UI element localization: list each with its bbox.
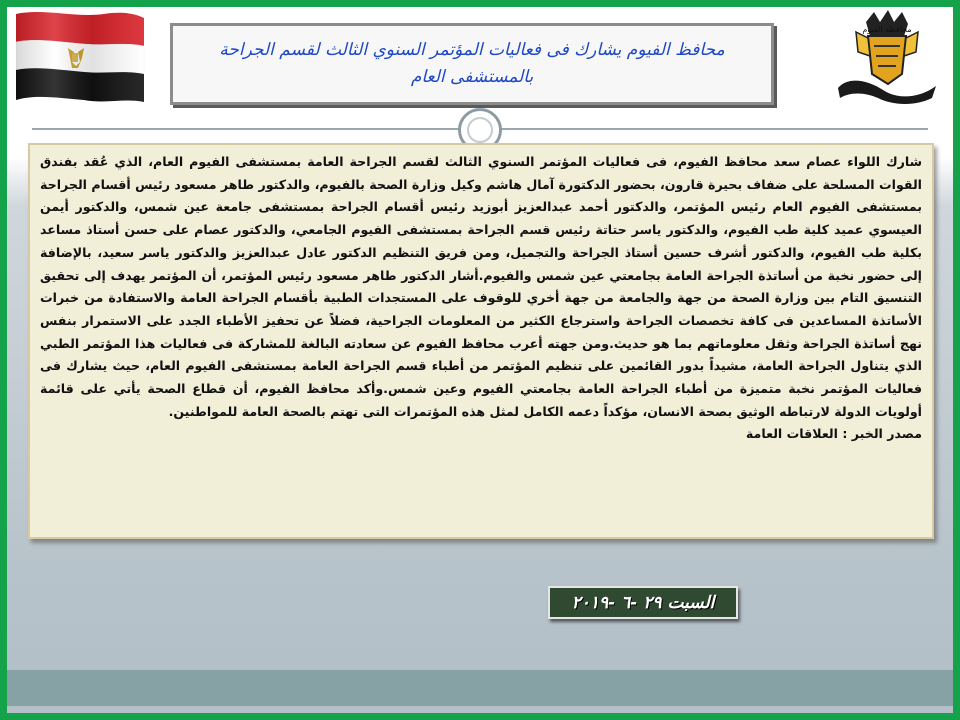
logo-text: محافظة الفيوم [862, 25, 912, 34]
fayoum-governorate-logo-icon [828, 6, 946, 110]
page-title: محافظ الفيوم يشارك فى فعاليات المؤتمر السنوي الثالث لقسم الجراحة بالمستشفى العام [219, 40, 725, 87]
date-badge [548, 586, 738, 619]
article-source: مصدر الخبر : العلاقات العامة [745, 426, 922, 442]
article-body: شارك اللواء عصام سعد محافظ الفيوم، فى فعاليات المؤتمر السنوي الثالث لقسم الجراحة العامة بمستشفى الفيوم العام، الذي عُقد بفندق القوات المسلحة على ضفاف بحيرة قارون، بحضور الدكتورة آمال هاشم وكيل وزارة الصحة بالفيوم، والدكتور طاهر مسعود رئيس أقسام الجراحة بمستشفى الفيوم العام رئيس المؤتمر، والدكتور أحمد عبدالعزيز أبوزيد رئيس أقسام الجراحة بمستشفى جامعة عين شمس، والدكتور أيمن العيسوي عميد كلية طب الفيوم، والدكتور ياسر حتاتة رئيس قسم الجراحة بمستشفى الفيوم الجامعي، والدكتور عصام على حسن أستاذ مساعد بكلية طب الفيوم، والدكتور أشرف حسين أستاذ الجراحة والتجميل، ومن فريق التنظيم الدكتور عادل عبدالعزيز والدكتور ياسر سعيد، بالإضافة إلى حضور نخبة من أساتذة الجراحة العامة بجامعتي عين شمس والفيوم.أشار الدكتور طاهر مسعود رئيس المؤتمر، أن المؤتمر يهدف إلى تحقيق التنسيق التام بين وزارة الصحة من جهة والجامعة من جهة أخري للوقوف على المستجدات الطبية بأقسام الجراحة العامة والاستفادة من خبرات الأساتذة المساعدين فى كافة تخصصات الجراحة واسترجاع الكثير من المعلومات الجراحية، فضلاً عن تحفيز الأطباء الجدد على الاستمرار بنفس نهج أساتذة الجراحة وثقل معلوماتهم بما هو حديث.ومن جهته أعرب محافظ الفيوم عن سعادته البالغة للمشاركة فى فعاليات هذا المؤتمر الطبي الذي يتناول الجراحة العامة، مشيداً بدور القائمين على تنظيم المؤتمر من أطباء قسم الجراحة العامة بمستشفى الفيوم العام، حيث يشارك فى فعاليات المؤتمر نخبة متميزة من أطباء الجراحة العامة بجامعتي الفيوم وعين شمس.وأكد محافظ الفيوم، أن قطاع الصحة يأتي على قائمة أولويات الدولة لارتباطه الوثيق بصحة الانسان، مؤكداً دعمه الكامل لمثل هذه المؤتمرات التى تهتم بالصحة العامة للمواطنين. [40, 154, 922, 419]
egypt-flag-icon [14, 8, 146, 108]
article-box [28, 143, 934, 539]
footer-band [7, 670, 953, 706]
title-box [170, 23, 774, 105]
date-text: السبت ٢٩ -٦ -٢٠١٩ [571, 592, 715, 613]
